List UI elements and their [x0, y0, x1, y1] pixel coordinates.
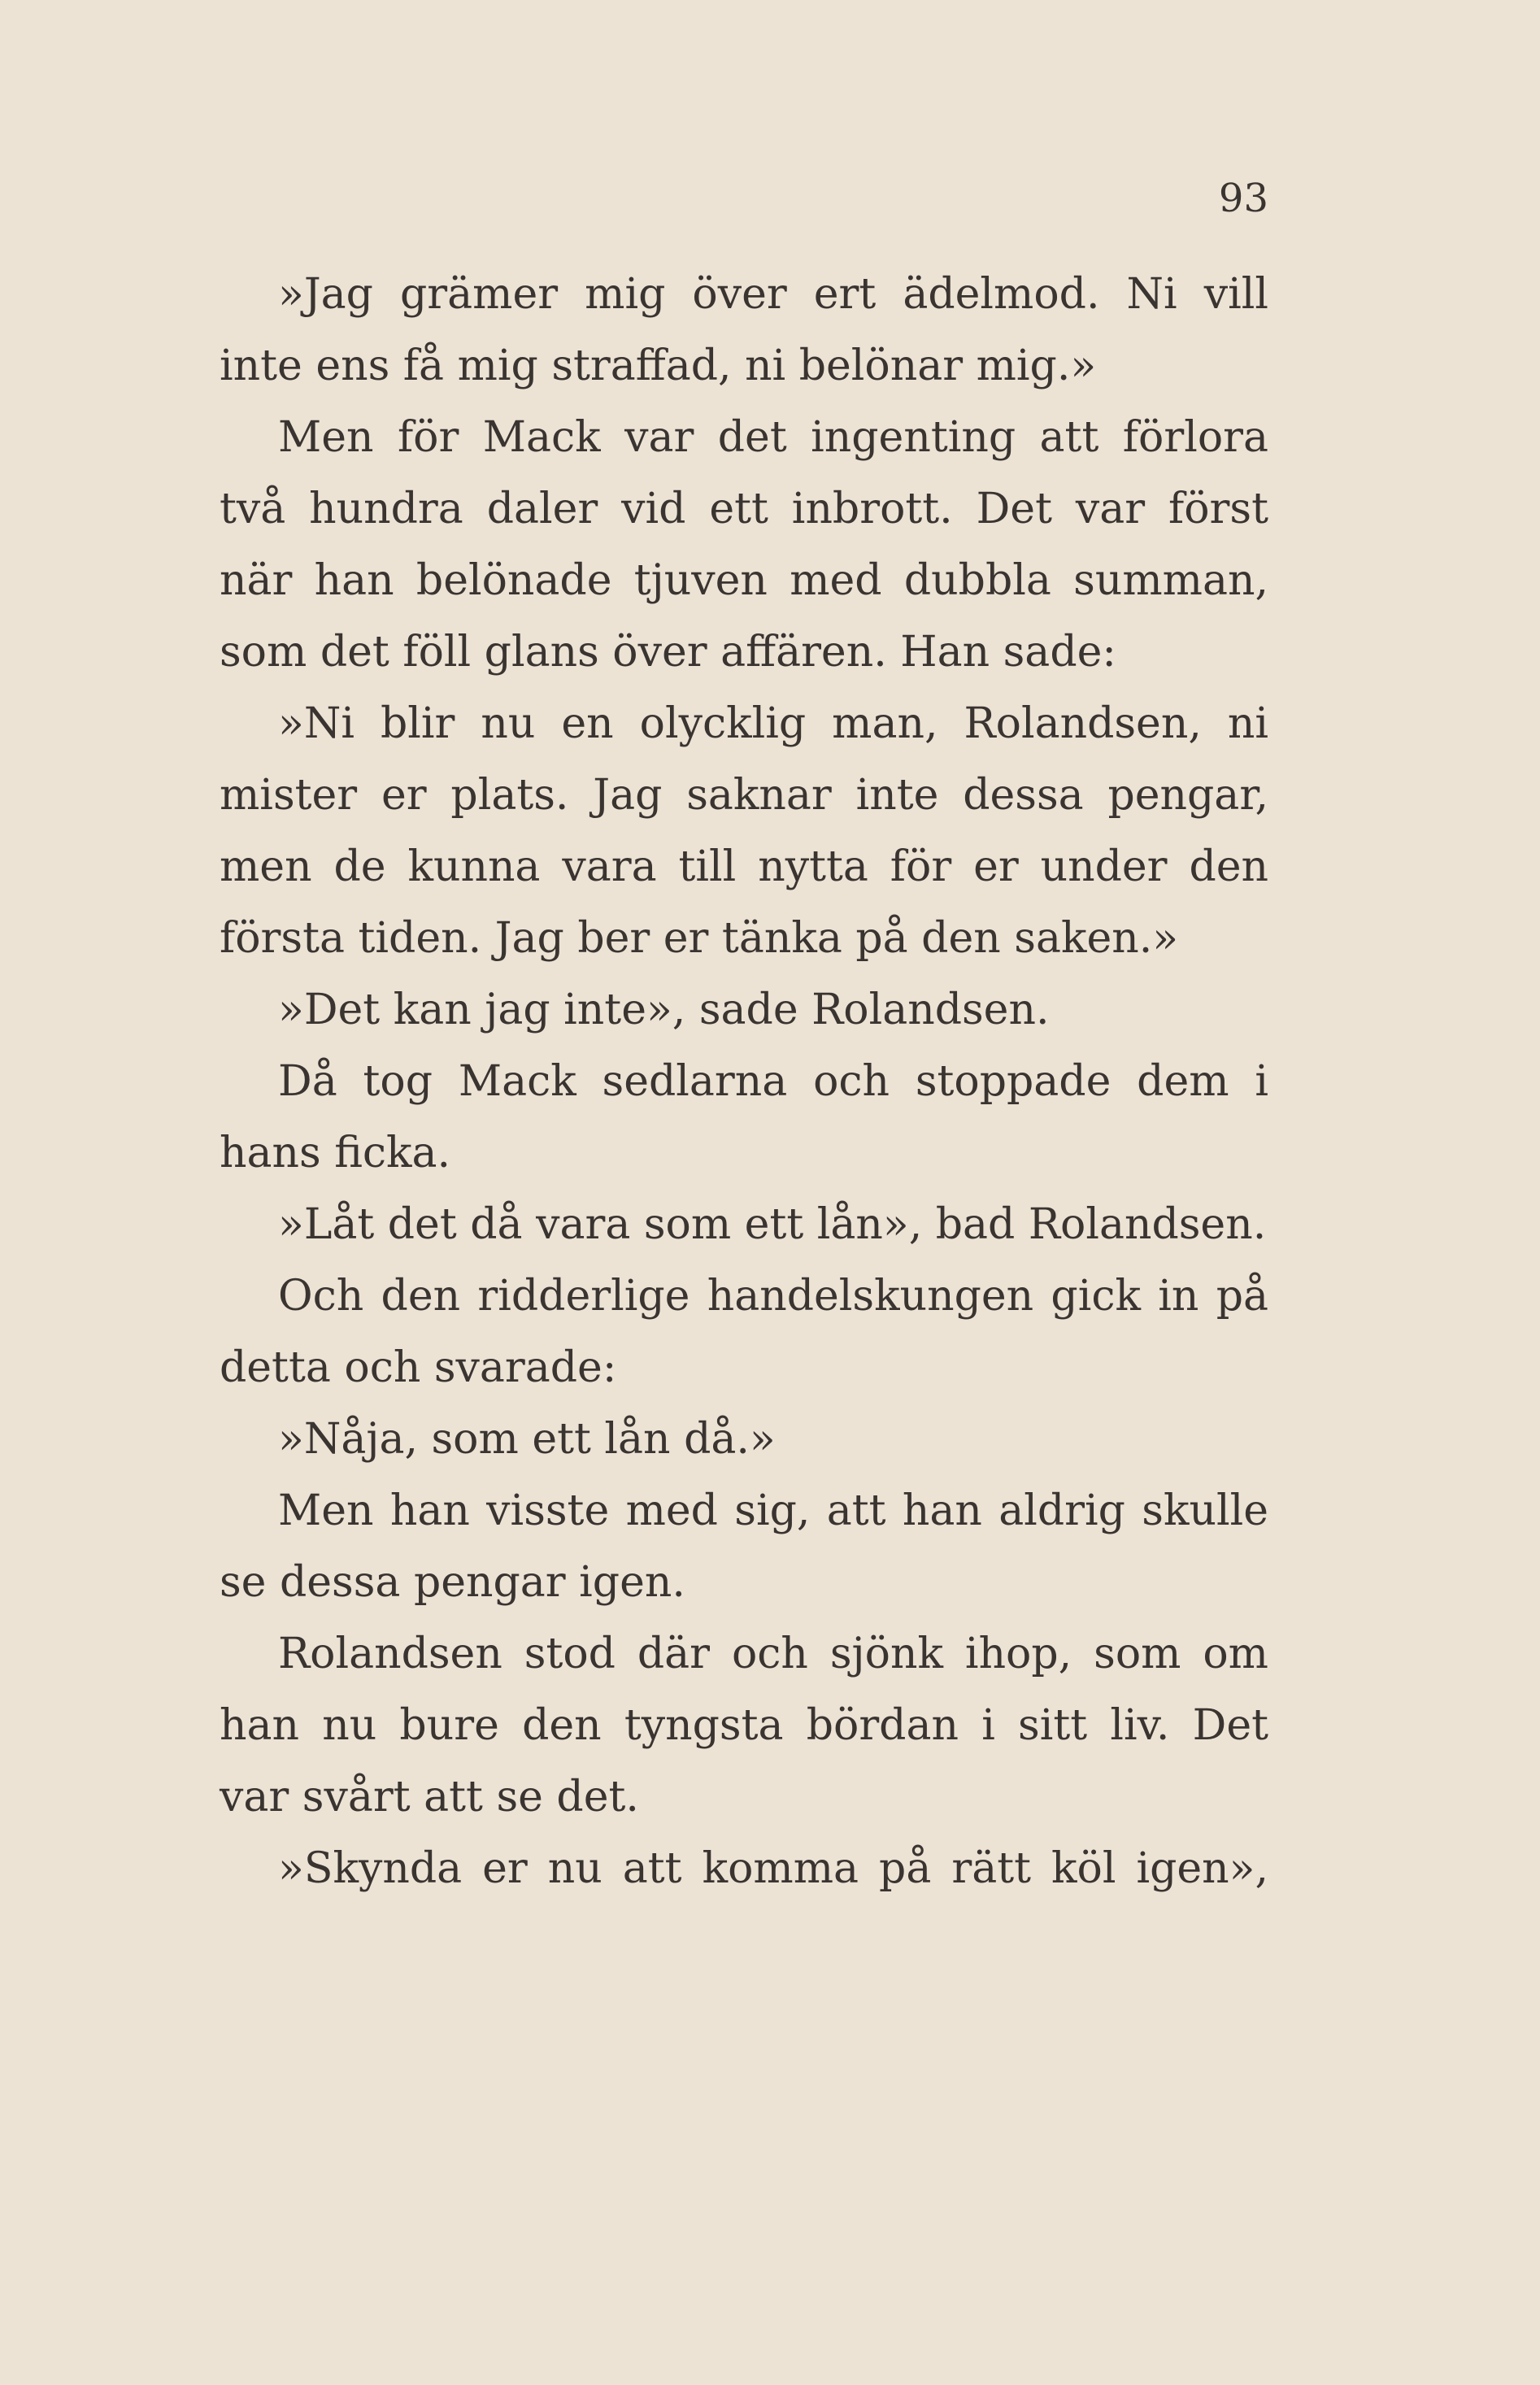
- text-line: var svårt att se det.: [220, 1773, 639, 1821]
- text-line: första tiden. Jag ber er tänka på den saken.»: [220, 914, 1179, 963]
- text-line: »Det kan jag inte», sade Rolandsen.: [278, 986, 1050, 1034]
- text-line: när han belönade tjuven med dubbla summan,: [220, 556, 1268, 605]
- text-line: Rolandsen stod där och sjönk ihop, som om: [278, 1630, 1268, 1678]
- text-line: som det föll glans över affären. Han sade:: [220, 628, 1116, 677]
- text-line: inte ens få mig straffad, ni belönar mig.»: [220, 342, 1097, 390]
- text-line: Men för Mack var det ingenting att förlora: [278, 413, 1268, 462]
- text-line: Men han visste med sig, att han aldrig skulle: [278, 1486, 1268, 1535]
- text-line: hans ficka.: [220, 1129, 451, 1177]
- text-line: två hundra daler vid ett inbrott. Det var först: [220, 485, 1268, 533]
- text-line: Och den ridderlige handelskungen gick in på: [278, 1272, 1268, 1321]
- text-line: se dessa pengar igen.: [220, 1558, 685, 1607]
- body-text: [220, 259, 1268, 1904]
- text-line: »Jag grämer mig över ert ädelmod. Ni vill: [278, 270, 1268, 319]
- page-number: 93: [1218, 176, 1268, 221]
- text-line: »Skynda er nu att komma på rätt köl igen»,: [278, 1844, 1268, 1893]
- text-line: »Nåja, som ett lån då.»: [278, 1415, 776, 1464]
- text-line: mister er plats. Jag saknar inte dessa pengar,: [220, 771, 1268, 820]
- text-line: »Ni blir nu en olycklig man, Rolandsen, ni: [278, 699, 1268, 748]
- text-line: han nu bure den tyngsta bördan i sitt liv. Det: [220, 1701, 1268, 1750]
- text-line: »Låt det då vara som ett lån», bad Rolandsen.: [278, 1200, 1267, 1249]
- text-line: men de kunna vara till nytta för er under den: [220, 842, 1268, 891]
- text-line: detta och svarade:: [220, 1343, 617, 1392]
- text-line: Då tog Mack sedlarna och stoppade dem i: [278, 1057, 1268, 1106]
